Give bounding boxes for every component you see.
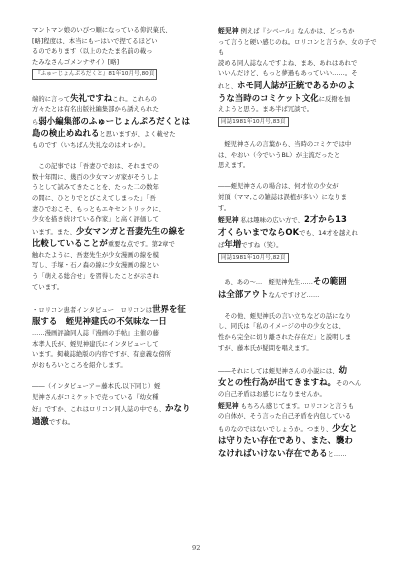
text-span: でも、14才を越えれ ば [218,229,358,250]
speaker-label: 蛭児神 [218,216,239,225]
paragraph-self-image: その他、蛭児神氏の言い立ちなどの話になり し、同氏は「私のイメージの中の少女とは、 性から完全に切り離された存在だ」と説明しま すが、藤本氏が疑問を唱えます。 [218,312,352,352]
intro-quote-text: マントマン娘のいびつ順になっている仰沢菓氏、 [略]程度は、本当にもーはいで捏てるほどい るのであります（以上のたたま名前の載っ たみなさんゴメンナサイ）[略] [32,27,172,66]
emphasis-text: 幼 女との性行為が出てきますね。 [218,364,348,388]
text-span: もちろん感じてます。ロリコンと言うも の自体が、そう言った自己矛盾を内包している ものなのではないでしょうか。つまり、 [218,402,355,433]
emphasis-text: かなり過激 [32,403,191,426]
paragraph-rudeness [32,93,192,152]
page-number: 92 [192,544,201,552]
text-span: ですね。 [48,418,75,426]
right-column [218,26,378,461]
text-span: と思いますが、よく載せた ものです（いちばん失礼なのはオレか）。 [32,131,176,149]
text-span: ・ロリコン患者インタビュー ロリコンは [32,306,153,314]
speaker-label: 蛭児神 [218,401,239,410]
emphasis-text: 弱小編集部のふゅーじょんぷろだくとは 島の検止めぬれる [32,115,191,139]
text-span: ――それにしては蛭児神さんの小説には、 [218,367,339,375]
citation-box: 同誌1981年10月号,83頁 [218,117,289,128]
emphasis-text: その範囲 は全部アウト [218,276,347,299]
interview-answer-3 [218,401,378,461]
citation-box: 『ふゅーじょんぷろだくと』81年10月号,80頁 [32,69,157,80]
paragraph-interview-intro [32,304,192,372]
emphasis-text: 少女マンガと吾妻先生の線を 比較していることが [32,225,186,249]
emphasis-text: 失礼ですね [70,92,113,103]
paragraph-comiket-culture: 蛭児神さんの言葉から、当時のコミケでは中 は、やおい（今でいうBL）が主流だったと 思えます。 [218,140,352,170]
interview-question-2: ――蛭児神さんの場合は、何才位の少女が 対頂（ママ,この雑誌は誤植が多い）になりま す。 [218,183,347,212]
text-span: 端的に言って [32,95,71,103]
text-span: ――（インタビューア＝藤本氏,以下同じ）蛭 児神さんがコミケットで売っている『幼女種 好』ですか、これはロリコン同人誌の中でも、 [32,383,166,414]
emphasis-text: 少女と は守りたい存在であり、また、襲わ なければいけない存在である [218,422,358,458]
interview-answer-1 [218,26,378,116]
text-span: 例えば『シベール』なんかは、どっちか って言うと硬い感じのね。ロリコンと言うか、女の子でも 読める同人誌なんですよね、まあ、あれはあれで いいんだけど、もっと夢過もあっていい……。そ れと、 [218,28,377,90]
interview-answer-2 [218,214,378,252]
text-span: この記事では「吾妻ひでおは、それまでの 数十年間に、幾百の少女マンガ家がそうしよ うとして試みてきたことを、たった二の数年 の間に、ひとりでとびこえてしまった」「吾 妻ひでおこそ、もっともエキセントリックに、 少女を描き続けている作家」と高く評価して います。また、 [32,163,165,236]
emphasis-text: 年増 [224,239,242,250]
interview-question-3 [218,365,378,401]
text-span: に反撥を加 えようと思う。まあ半ば冗談で。 [218,95,351,114]
text-span: と…… [327,450,347,458]
paragraph-article-summary [32,162,192,293]
text-span: 重要な点です。第2章で 触れたように、吾妻先生が少女漫画の線を模 写し、手塚・石ノ森の線に少女漫画の線とい う「萌える総合せ」を習得したことが示され ています。 [32,241,175,291]
citation-box: 同誌1981年10月号,82頁 [218,253,289,264]
text-span: なんですけど…… [268,291,320,299]
paragraph-interview-question [32,382,192,428]
text-span: 私は趣味の広い方で、 [240,217,304,225]
left-column [32,26,192,428]
text-span: そのへん の自己矛盾はお感じになりませんか。 [218,380,362,398]
text-span: これ。これらの 方々たとは有名出版社編集部から誘えられた ら [32,95,159,126]
text-span: ……漫画評論同人誌『漫画の手帖』主催の藤 本孝人氏が、蛭児神建氏にインタビューして います。 [32,330,159,359]
emphasis-text: ホモ同人誌が正統であるかのよ うな当時のコミケット文化 [218,79,355,103]
text-span: ですね（笑）。 [241,242,283,250]
paragraph-out-of-range [218,276,378,301]
text-span: 掲載誌絶版の内容ですが、有意義な傍所 がおもろいところを紹介します。 [32,351,172,369]
emphasis-text: 2才から13 才くらいまでならOK [218,214,347,237]
text-span: あ、あの～… 蛭児神先生…… [218,279,313,287]
emphasis-text: 世界を征服する 蛭児神建氏の不気味な一日 [32,303,186,327]
speaker-label: 蛭児神 [218,27,239,35]
